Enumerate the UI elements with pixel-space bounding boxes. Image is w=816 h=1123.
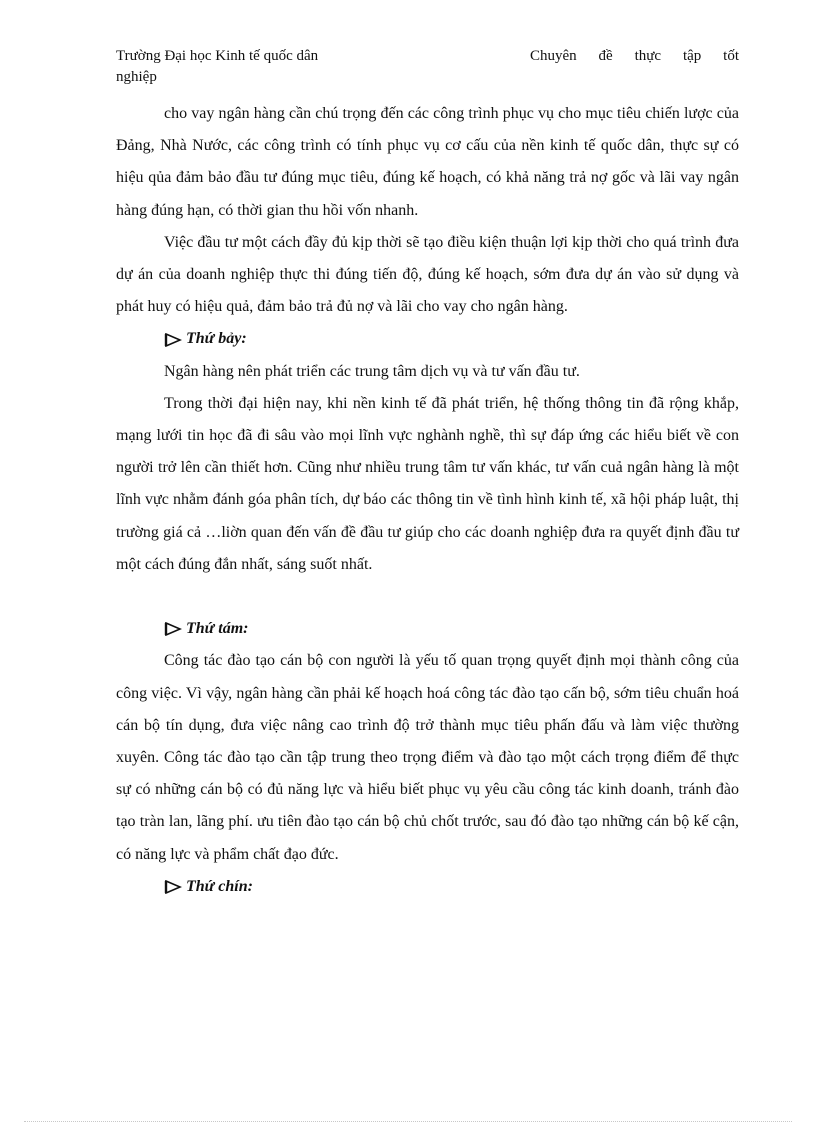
paragraph-timely-investment: Việc đầu tư một cách đầy đủ kịp thời sẽ tạo điều kiện thuận lợi kịp thời cho quá trình đưa dự án của doanh nghiệp thực thi đúng tiến độ, đúng kế hoạch, sớm đưa dự án vào sử dụng và phát huy có hiệu quả, đảm bảo trả đủ nợ và lãi cho vay cho ngân hàng. bbox=[116, 233, 739, 316]
document-body bbox=[116, 98, 739, 903]
page-bottom-divider bbox=[24, 1121, 792, 1122]
arrow-bullet-icon bbox=[164, 622, 182, 636]
paragraph-lending-priorities: cho vay ngân hàng cần chú trọng đến các công trình phục vụ cho mục tiêu chiến lược của Đảng, Nhà Nước, các công trình có tính phục vụ cơ cấu của nền kinh tế quốc dân, thực sự có hiệu qủa đảm bảo đầu tư đúng mục tiêu, đúng kế hoạch, có khả năng trả nợ gốc và lãi vay ngân hàng đúng hạn, có thời gian thu hồi vốn nhanh. bbox=[116, 105, 739, 219]
heading-seventh-label: Thứ bảy: bbox=[186, 330, 247, 348]
paragraph-staff-training: Công tác đào tạo cán bộ con người là yếu tố quan trọng quyết định mọi thành công của công việc. Vì vậy, ngân hàng cần phải kế hoạch hoá công tác đào tạo cấn bộ, sớm tiêu chuẩn hoá cán bộ tín dụng, đưa việc nâng cao trình độ trở thành mục tiêu phấn đấu và làm việc thường xuyên. Công tác đào tạo cần tập trung theo trọng điểm và đào tạo một cách trọng điểm để thực sự có những cán bộ có đủ năng lực và hiểu biết phục vụ yêu cầu công tác kinh doanh, tránh đào tạo tràn lan, lãng phí. ưu tiên đào tạo cán bộ chủ chốt trước, sau đó đào tạo những cán bộ kế cận, có năng lực và phẩm chất đạo đức. bbox=[116, 652, 739, 863]
heading-ninth bbox=[116, 871, 739, 903]
paragraph-consulting-centers: Ngân hàng nên phát triển các trung tâm dịch vụ và tư vấn đầu tư. bbox=[164, 362, 580, 380]
heading-seventh bbox=[116, 323, 739, 355]
heading-eighth-label: Thứ tám: bbox=[186, 620, 249, 638]
arrow-bullet-icon bbox=[164, 333, 182, 347]
arrow-bullet-icon bbox=[164, 880, 182, 894]
heading-ninth-label: Thứ chín: bbox=[186, 877, 253, 895]
heading-eighth bbox=[116, 613, 739, 645]
header-document-title: Chuyên đề thực tập tốt bbox=[530, 48, 739, 64]
paragraph-consulting-detail: Trong thời đại hiện nay, khi nền kinh tế đã phát triển, hệ thống thông tin đã rộng khắp, mạng lưới tin học đã đi sâu vào mọi lĩnh vực nghành nghề, thì sự đáp ứng các hiểu biết về con người trở lên cần thiết hơn. Cũng như nhiều trung tâm tư vấn khác, tư vấn cuả ngân hàng là một lĩnh vực nhằm đánh góa phân tích, dự báo các thông tin về tình hình kinh tế, xã hội pháp luật, thị trường giá cả …liờn quan đến vấn đề đầu tư giúp cho các doanh nghiệp đưa ra quyết định đầu tư một cách đúng đắn nhất, sáng suốt nhất. bbox=[116, 394, 739, 573]
header-wrap-line: nghiệp bbox=[116, 69, 157, 85]
header-left bbox=[116, 46, 416, 88]
blank-line bbox=[116, 581, 739, 613]
header-school-name: Trường Đại học Kinh tế quốc dân bbox=[116, 48, 319, 64]
